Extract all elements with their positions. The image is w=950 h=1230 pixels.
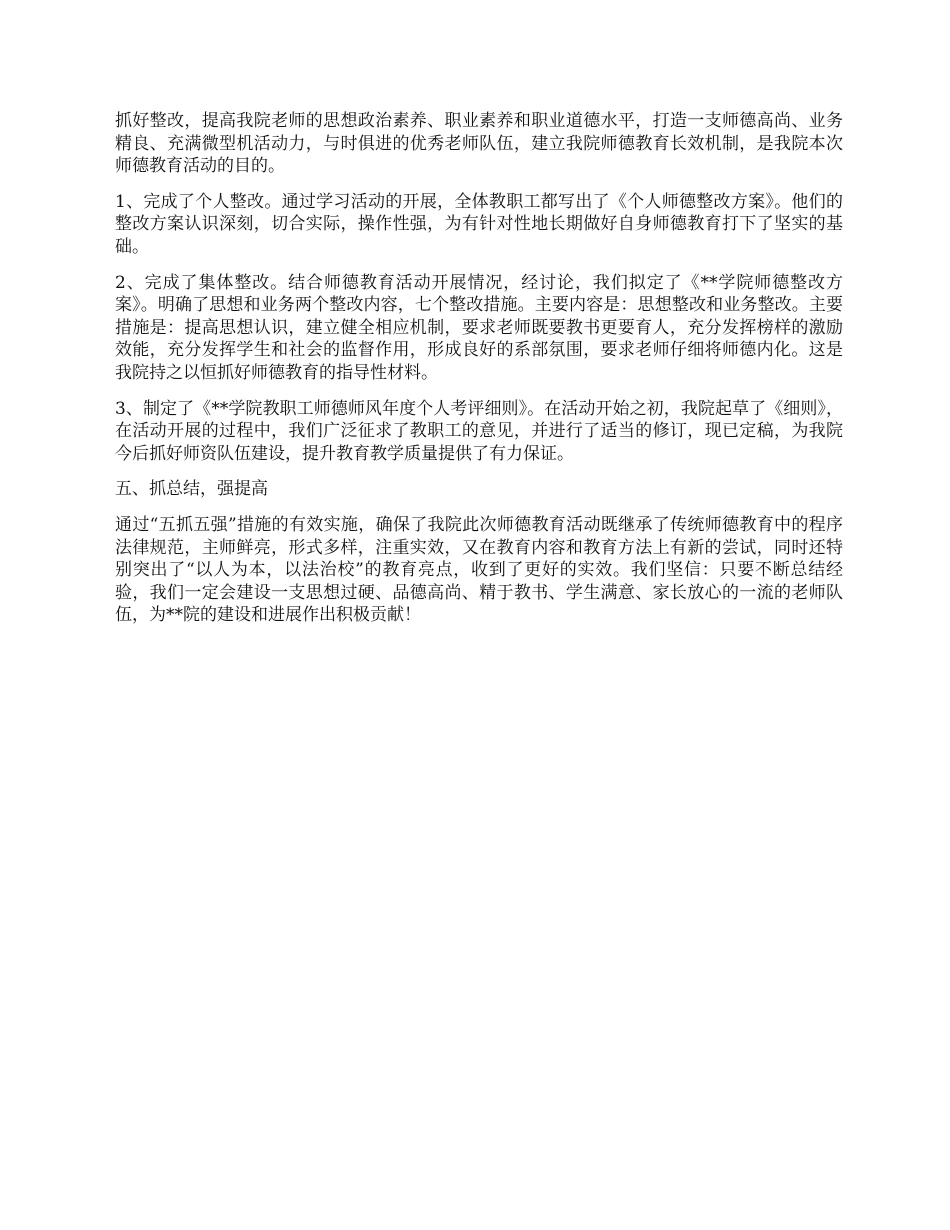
paragraph-item-2: 2、完成了集体整改。结合师德教育活动开展情况，经讨论，我们拟定了《**学院师德整改方案》。明确了思想和业务两个整改内容，七个整改措施。主要内容是：思想整改和业务整改。主要措施是：提高思想认识，建立健全相应机制，要求老师既要教书更要育人，充分发挥榜样的激励效能，充分发挥学生和社会的监督作用，形成良好的系部氛围，要求老师仔细将师德内化。这是我院持之以恒抓好师德教育的指导性材料。 [115,272,843,383]
document-body [115,110,843,640]
paragraph-item-1: 1、完成了个人整改。通过学习活动的开展，全体教职工都写出了《个人师德整改方案》。他们的整改方案认识深刻，切合实际，操作性强，为有针对性地长期做好自身师德教育打下了坚实的基础。 [115,191,843,257]
paragraph-item-3: 3、制定了《**学院教职工师德师风年度个人考评细则》。在活动开始之初，我院起草了《细则》，在活动开展的过程中，我们广泛征求了教职工的意见，并进行了适当的修订，现已定稿，为我院今后抓好师资队伍建设，提升教育教学质量提供了有力保证。 [115,398,843,464]
paragraph-conclusion: 通过“五抓五强”措施的有效实施，确保了我院此次师德教育活动既继承了传统师德教育中的程序法律规范，主师鲜亮，形式多样，注重实效，又在教育内容和教育方法上有新的尝试，同时还特别突出了“以人为本，以法治校”的教育亮点，收到了更好的实效。我们坚信：只要不断总结经验，我们一定会建设一支思想过硬、品德高尚、精于教书、学生满意、家长放心的一流的老师队伍，为**院的建设和进展作出积极贡献！ [115,514,843,626]
paragraph-intro: 抓好整改，提高我院老师的思想政治素养、职业素养和职业道德水平，打造一支师德高尚、业务精良、充满微型机活动力，与时俱进的优秀老师队伍，建立我院师德教育长效机制，是我院本次师德教育活动的目的。 [115,111,843,177]
section-heading: 五、抓总结，强提高 [115,479,268,500]
